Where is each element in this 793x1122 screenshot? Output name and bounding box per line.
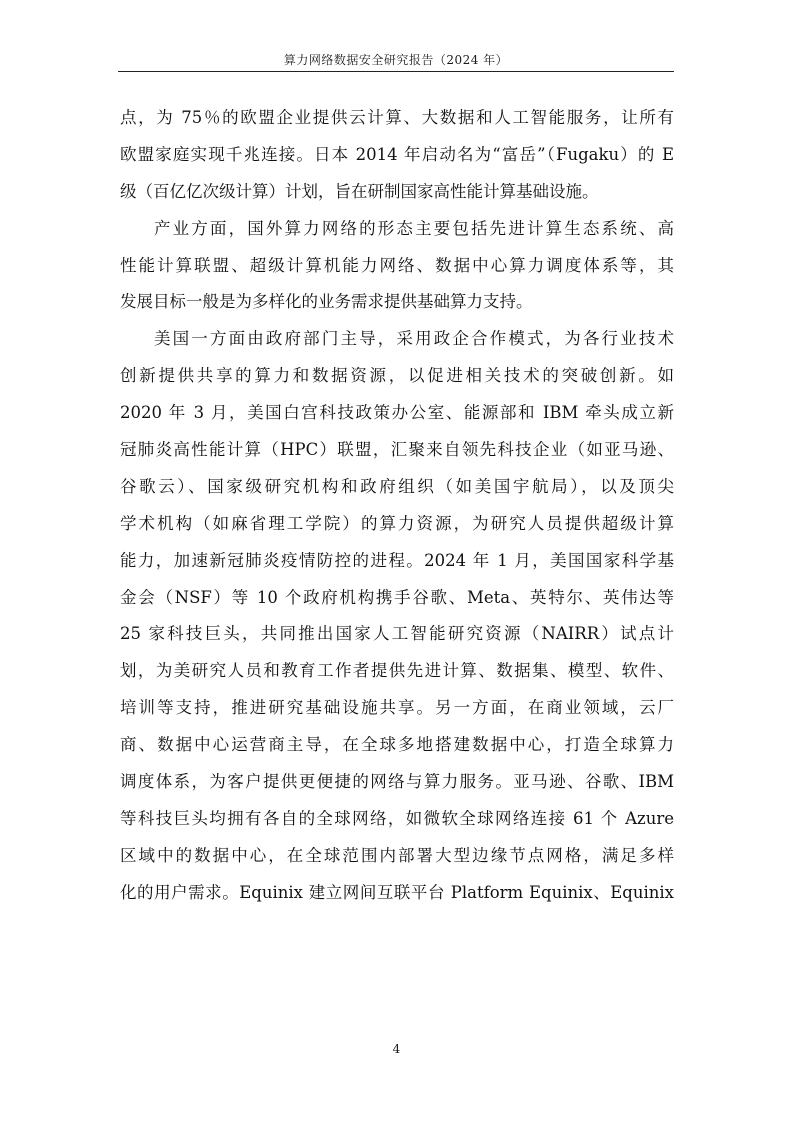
text-line: 创新提供共享的算力和数据资源，以促进相关技术的突破创新。如	[120, 366, 674, 386]
running-header: 算力网络数据安全研究报告（2024 年）	[283, 53, 509, 67]
text-line: 区域中的数据中心，在全球范围内部署大型边缘节点网格，满足多样	[120, 845, 674, 865]
text-line: 美国一方面由政府部门主导，采用政企合作模式，为各行业技术	[154, 329, 674, 349]
header-rule	[118, 71, 674, 72]
text-line: 谷歌云）、国家级研究机构和政府组织（如美国宇航局），以及顶尖	[120, 476, 674, 496]
text-line: 发展目标一般是为多样化的业务需求提供基础算力支持。	[120, 292, 533, 312]
text-line: 欧盟家庭实现千兆连接。日本 2014 年启动名为“富岳”（Fugaku）的 E	[120, 144, 674, 164]
text-line: 产业方面，国外算力网络的形态主要包括先进计算生态系统、高	[154, 218, 674, 238]
text-line: 培训等支持，推进研究基础设施共享。另一方面，在商业领域，云厂	[120, 698, 674, 718]
page-number: 4	[392, 1042, 401, 1056]
text-line: 25 家科技巨头，共同推出国家人工智能研究资源（NAIRR）试点计	[120, 624, 674, 644]
text-line: 性能计算联盟、超级计算机能力网络、数据中心算力调度体系等，其	[120, 255, 674, 275]
text-line: 2020 年 3 月，美国白宫科技政策办公室、能源部和 IBM 牵头成立新	[120, 403, 674, 423]
text-line: 等科技巨头均拥有各自的全球网络，如微软全球网络连接 61 个 Azure	[120, 808, 674, 828]
text-line: 金会（NSF）等 10 个政府机构携手谷歌、Meta、英特尔、英伟达等	[120, 587, 674, 607]
text-line: 化的用户需求。Equinix 建立网间互联平台 Platform Equinix、Equinix	[120, 882, 674, 902]
text-line: 级（百亿亿次级计算）计划，旨在研制国家高性能计算基础设施。	[120, 181, 599, 201]
text-line: 调度体系，为客户提供更便捷的网络与算力服务。亚马逊、谷歌、IBM	[120, 772, 674, 792]
text-line: 商、数据中心运营商主导，在全球多地搭建数据中心，打造全球算力	[120, 735, 674, 755]
text-line: 冠肺炎高性能计算（HPC）联盟，汇聚来自领先科技企业（如亚马逊、	[120, 440, 674, 460]
text-line: 能力，加速新冠肺炎疫情防控的进程。2024 年 1 月，美国国家科学基	[120, 550, 674, 570]
text-line: 点，为 75％的欧盟企业提供云计算、大数据和人工智能服务，让所有	[120, 108, 674, 127]
text-line: 划，为美研究人员和教育工作者提供先进计算、数据集、模型、软件、	[120, 661, 674, 681]
body-text	[120, 100, 674, 912]
text-line: 学术机构（如麻省理工学院）的算力资源，为研究人员提供超级计算	[120, 513, 674, 533]
